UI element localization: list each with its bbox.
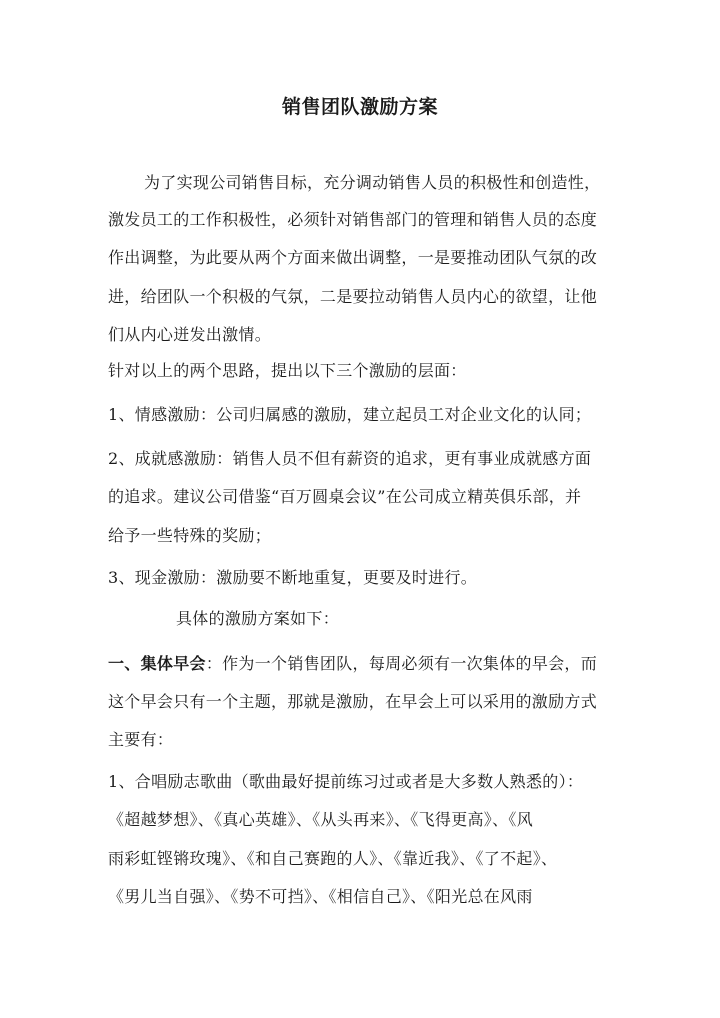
level-2-line-1: 2、成就感激励：销售人员不但有薪资的追求，更有事业成就感方面 [108,449,592,468]
level-2-line-3: 给予一些特殊的奖励； [108,526,272,545]
item-1-line-4: 《男儿当自强》、《势不可挡》、《相信自己》、《阳光总在风雨 [108,887,533,906]
level-1: 1、情感激励：公司归属感的激励，建立起员工对企业文化的认同； [108,405,592,424]
level-2-line-2: 的追求。建议公司借鉴“百万圆桌会议”在公司成立精英俱乐部，并 [108,487,582,506]
level-3: 3、现金激励：激励要不断地重复，更要及时进行。 [108,568,478,587]
intro-line-2: 激发员工的工作积极性，必须针对销售部门的管理和销售人员的态度 [108,210,598,229]
section-1-line-2: 这个早会只有一个主题，那就是激励，在早会上可以采用的激励方式 [108,692,598,711]
ideas-lead: 针对以上的两个思路，提出以下三个激励的层面： [108,361,467,380]
intro-line-1: 为了实现公司销售目标，充分调动销售人员的积极性和创造性， [144,173,601,192]
intro-line-5: 们从内心迸发出激情。 [108,325,272,344]
section-1-line-1 [108,651,597,674]
section-1-line-1-text: ：作为一个销售团队，每周必须有一次集体的早会，而 [205,654,598,673]
section-1-heading: 一、集体早会 [108,654,206,673]
item-1-line-3: 雨彩虹铿锵玫瑰》、《和自己赛跑的人》、《靠近我》、《了不起》、 [108,849,558,868]
intro-line-3: 作出调整，为此要从两个方面来做出调整，一是要推动团队气氛的改 [108,248,598,267]
section-1-line-3: 主要有： [108,730,174,749]
document-title: 销售团队激励方案 [281,96,438,118]
intro-line-4: 进，给团队一个积极的气氛，二是要拉动销售人员内心的欲望，让他 [108,287,598,306]
item-1-line-2: 《超越梦想》、《真心英雄》、《从头再来》、《飞得更高》、《风 [108,810,534,829]
item-1-line-1: 1、合唱励志歌曲（歌曲最好提前练习过或者是大多数人熟悉的）： [108,772,584,791]
plan-lead: 具体的激励方案如下： [176,609,340,628]
